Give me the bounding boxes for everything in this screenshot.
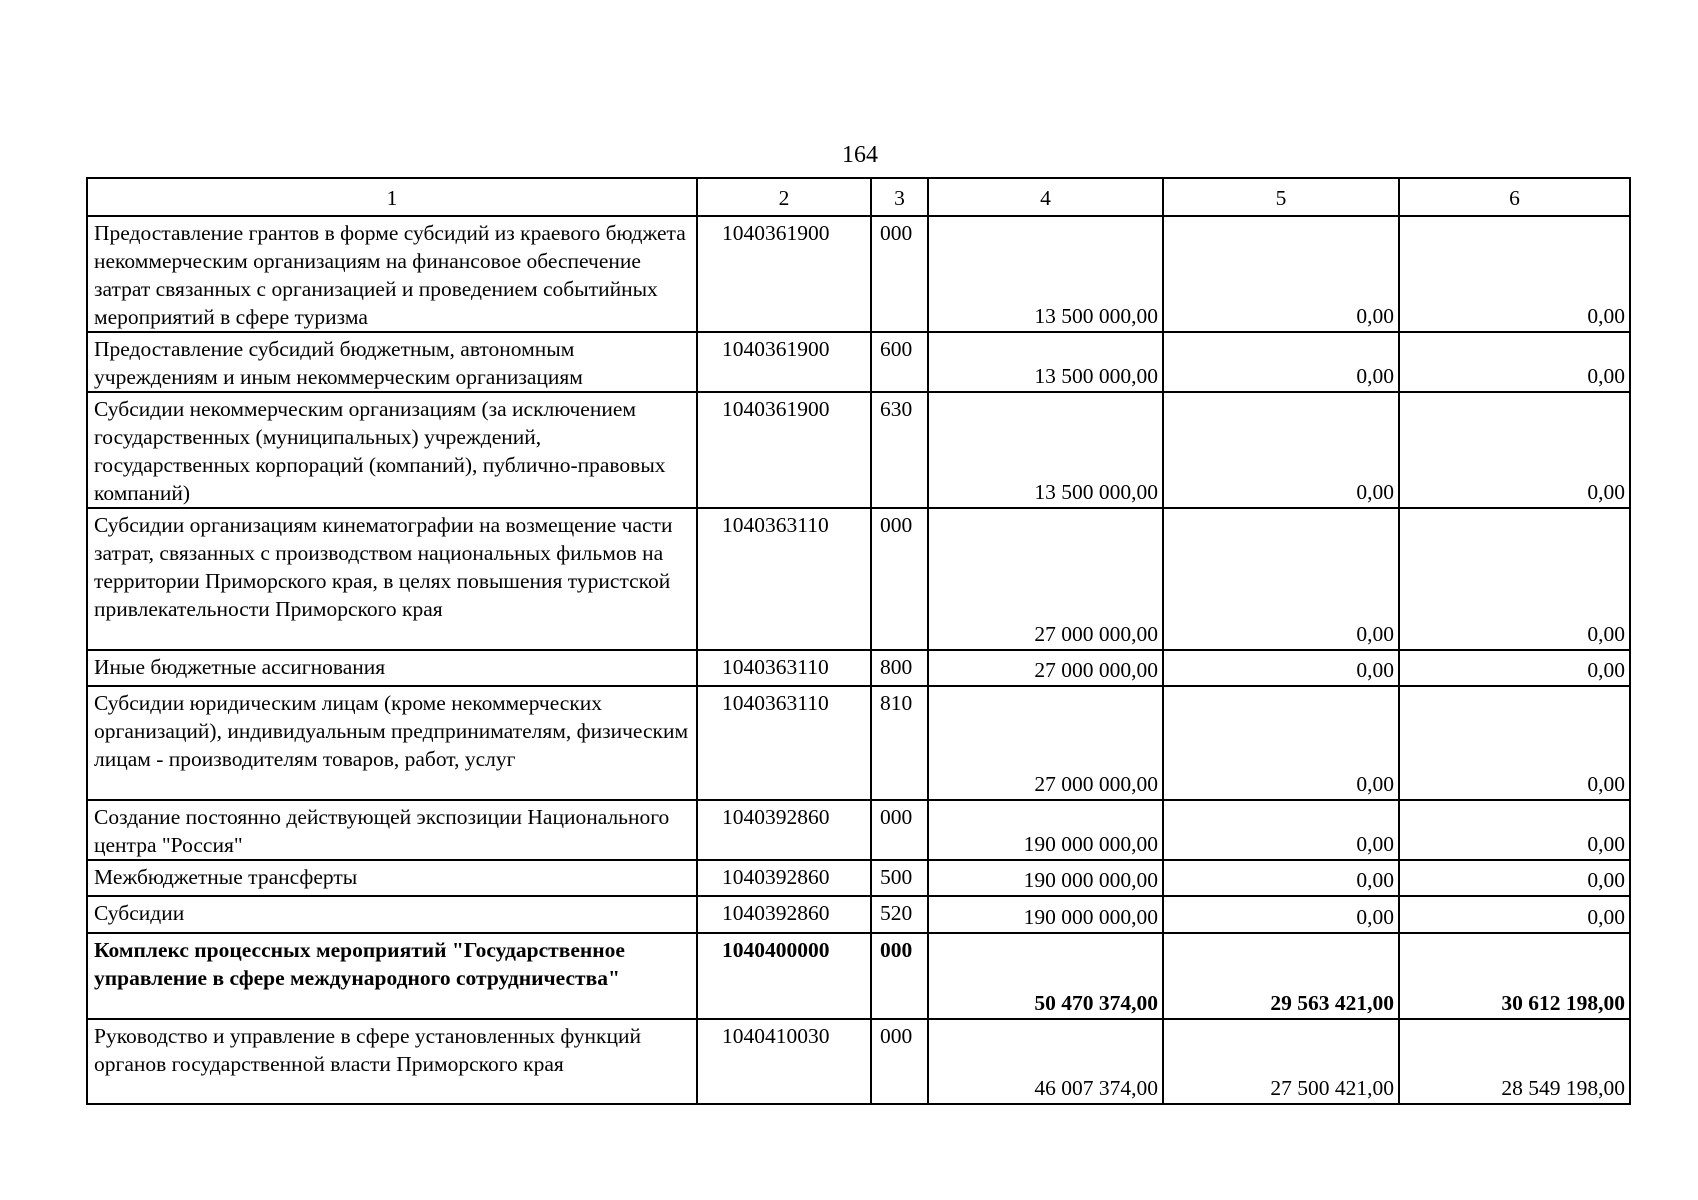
row-type: 800 bbox=[871, 650, 928, 686]
row-type: 000 bbox=[871, 1019, 928, 1104]
row-code: 1040361900 bbox=[697, 392, 871, 508]
row-name: Субсидии некоммерческим организациям (за исключением государственных (муниципальных) учреждений, государственных корпораций (компаний), публично-правовых компаний) bbox=[87, 392, 697, 508]
row-code: 1040400000 bbox=[697, 933, 871, 1019]
row-name: Руководство и управление в сфере установленных функций органов государственной власти Приморского края bbox=[87, 1019, 697, 1104]
row-amount-5: 0,00 bbox=[1163, 332, 1399, 392]
row-name: Комплекс процессных мероприятий "Государственное управление в сфере международного сотрудничества" bbox=[87, 933, 697, 1019]
row-type: 000 bbox=[871, 508, 928, 650]
row-code: 1040361900 bbox=[697, 216, 871, 332]
table-row bbox=[87, 860, 1630, 896]
row-type: 000 bbox=[871, 216, 928, 332]
row-amount-5: 27 500 421,00 bbox=[1163, 1019, 1399, 1104]
row-amount-6: 0,00 bbox=[1399, 332, 1630, 392]
row-amount-4: 50 470 374,00 bbox=[928, 933, 1163, 1019]
table-row bbox=[87, 896, 1630, 933]
row-amount-5: 0,00 bbox=[1163, 686, 1399, 800]
row-amount-5: 29 563 421,00 bbox=[1163, 933, 1399, 1019]
row-amount-5: 0,00 bbox=[1163, 896, 1399, 933]
table-header-row bbox=[87, 178, 1630, 216]
row-name: Создание постоянно действующей экспозиции Национального центра "Россия" bbox=[87, 800, 697, 860]
row-name: Межбюджетные трансферты bbox=[87, 860, 697, 896]
row-type: 520 bbox=[871, 896, 928, 933]
column-header: 1 bbox=[87, 178, 697, 216]
row-amount-4: 190 000 000,00 bbox=[928, 800, 1163, 860]
row-type: 000 bbox=[871, 800, 928, 860]
row-amount-4: 13 500 000,00 bbox=[928, 216, 1163, 332]
page-number: 164 bbox=[842, 142, 878, 168]
row-code: 1040363110 bbox=[697, 686, 871, 800]
table-row bbox=[87, 933, 1630, 1019]
table-row bbox=[87, 508, 1630, 650]
row-amount-5: 0,00 bbox=[1163, 216, 1399, 332]
column-header: 3 bbox=[871, 178, 928, 216]
table-row bbox=[87, 392, 1630, 508]
row-type: 500 bbox=[871, 860, 928, 896]
row-name: Субсидии юридическим лицам (кроме некоммерческих организаций), индивидуальным предпринимателям, физическим лицам - производителям товаров, работ, услуг bbox=[87, 686, 697, 800]
row-amount-6: 0,00 bbox=[1399, 508, 1630, 650]
row-amount-4: 27 000 000,00 bbox=[928, 508, 1163, 650]
row-amount-5: 0,00 bbox=[1163, 392, 1399, 508]
table-row bbox=[87, 800, 1630, 860]
row-amount-4: 13 500 000,00 bbox=[928, 332, 1163, 392]
row-amount-6: 0,00 bbox=[1399, 896, 1630, 933]
row-amount-6: 0,00 bbox=[1399, 216, 1630, 332]
row-code: 1040392860 bbox=[697, 896, 871, 933]
row-name: Субсидии организациям кинематографии на возмещение части затрат, связанных с производством национальных фильмов на территории Приморского края, в целях повышения туристской привлекательности Приморского края bbox=[87, 508, 697, 650]
row-amount-4: 13 500 000,00 bbox=[928, 392, 1163, 508]
row-amount-6: 0,00 bbox=[1399, 860, 1630, 896]
row-amount-6: 30 612 198,00 bbox=[1399, 933, 1630, 1019]
column-header: 4 bbox=[928, 178, 1163, 216]
column-header: 5 bbox=[1163, 178, 1399, 216]
row-amount-6: 0,00 bbox=[1399, 650, 1630, 686]
table-row bbox=[87, 216, 1630, 332]
row-amount-5: 0,00 bbox=[1163, 508, 1399, 650]
row-amount-6: 28 549 198,00 bbox=[1399, 1019, 1630, 1104]
table-row bbox=[87, 650, 1630, 686]
row-amount-5: 0,00 bbox=[1163, 800, 1399, 860]
column-header: 2 bbox=[697, 178, 871, 216]
row-code: 1040392860 bbox=[697, 800, 871, 860]
row-code: 1040361900 bbox=[697, 332, 871, 392]
row-code: 1040363110 bbox=[697, 508, 871, 650]
row-amount-6: 0,00 bbox=[1399, 800, 1630, 860]
table-row bbox=[87, 1019, 1630, 1104]
row-name: Субсидии bbox=[87, 896, 697, 933]
row-amount-4: 46 007 374,00 bbox=[928, 1019, 1163, 1104]
table-row bbox=[87, 332, 1630, 392]
row-amount-4: 190 000 000,00 bbox=[928, 896, 1163, 933]
row-code: 1040363110 bbox=[697, 650, 871, 686]
row-name: Предоставление грантов в форме субсидий из краевого бюджета некоммерческим организациям на финансовое обеспечение затрат связанных с организацией и проведением событийных мероприятий в сфере туризма bbox=[87, 216, 697, 332]
table-row bbox=[87, 686, 1630, 800]
row-type: 630 bbox=[871, 392, 928, 508]
row-type: 000 bbox=[871, 933, 928, 1019]
budget-table bbox=[86, 177, 1631, 1105]
row-name: Предоставление субсидий бюджетным, автономным учреждениям и иным некоммерческим организациям bbox=[87, 332, 697, 392]
row-amount-5: 0,00 bbox=[1163, 650, 1399, 686]
row-code: 1040410030 bbox=[697, 1019, 871, 1104]
row-type: 810 bbox=[871, 686, 928, 800]
row-amount-4: 190 000 000,00 bbox=[928, 860, 1163, 896]
row-name: Иные бюджетные ассигнования bbox=[87, 650, 697, 686]
row-amount-4: 27 000 000,00 bbox=[928, 686, 1163, 800]
row-amount-6: 0,00 bbox=[1399, 686, 1630, 800]
column-header: 6 bbox=[1399, 178, 1630, 216]
row-amount-6: 0,00 bbox=[1399, 392, 1630, 508]
row-type: 600 bbox=[871, 332, 928, 392]
row-amount-4: 27 000 000,00 bbox=[928, 650, 1163, 686]
row-amount-5: 0,00 bbox=[1163, 860, 1399, 896]
row-code: 1040392860 bbox=[697, 860, 871, 896]
